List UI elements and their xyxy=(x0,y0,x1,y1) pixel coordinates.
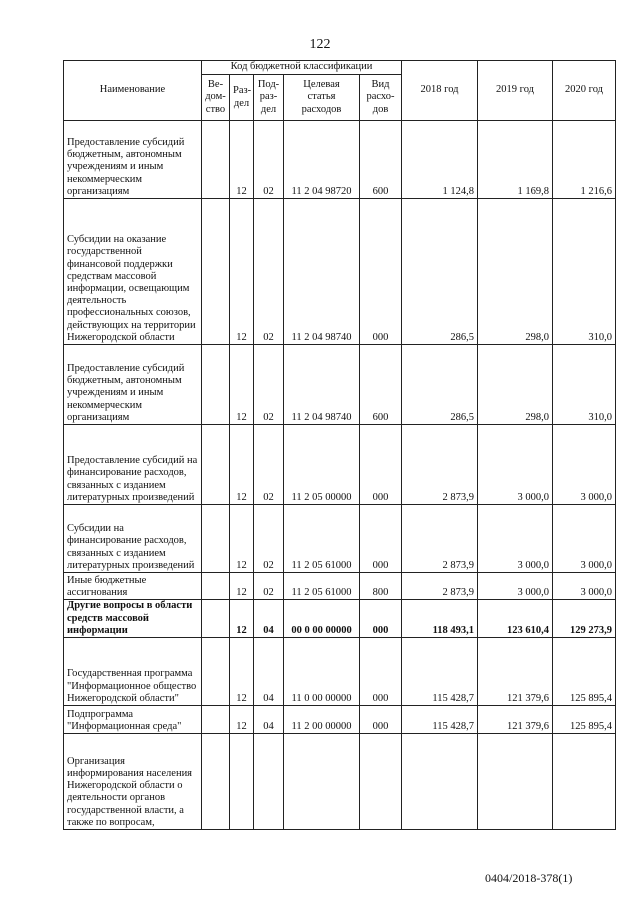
row-section: 12 xyxy=(230,638,254,706)
row-expense-type: 000 xyxy=(360,199,402,345)
row-dept xyxy=(202,199,230,345)
row-dept xyxy=(202,734,230,830)
row-2019: 3 000,0 xyxy=(478,425,553,505)
table-row xyxy=(64,199,616,345)
row-dept xyxy=(202,505,230,573)
row-2018: 115 428,7 xyxy=(402,638,478,706)
row-section: 12 xyxy=(230,121,254,199)
row-target: 11 2 04 98720 xyxy=(284,121,360,199)
row-2018: 2 873,9 xyxy=(402,573,478,600)
budget-table xyxy=(63,60,616,830)
row-2019: 121 379,6 xyxy=(478,638,553,706)
row-section: 12 xyxy=(230,505,254,573)
row-2019: 298,0 xyxy=(478,199,553,345)
row-subsection: 04 xyxy=(254,638,284,706)
row-section: 12 xyxy=(230,600,254,638)
row-name: Другие вопросы в области средств массовой информации xyxy=(64,600,202,638)
table-row xyxy=(64,505,616,573)
row-2019: 121 379,6 xyxy=(478,706,553,734)
row-2019 xyxy=(478,734,553,830)
row-subsection: 04 xyxy=(254,600,284,638)
row-subsection: 02 xyxy=(254,505,284,573)
row-name: Предоставление субсидий на финансирование расходов, связанных с изданием литературных произведений xyxy=(64,425,202,505)
row-subsection: 02 xyxy=(254,121,284,199)
row-subsection: 02 xyxy=(254,425,284,505)
row-dept xyxy=(202,345,230,425)
header-section: Раз- дел xyxy=(230,75,254,121)
row-target: 11 0 00 00000 xyxy=(284,638,360,706)
page-number: 122 xyxy=(309,37,331,52)
row-target: 11 2 05 61000 xyxy=(284,573,360,600)
header-name: Наименование xyxy=(64,61,202,121)
header-2018: 2018 год xyxy=(402,61,478,121)
row-name: Государственная программа "Информационное общество Нижегородской области" xyxy=(64,638,202,706)
header-budget-code-group: Код бюджетной классификации xyxy=(202,61,402,75)
header-2020: 2020 год xyxy=(553,61,616,121)
document-code: 0404/2018-378(1) xyxy=(485,871,573,885)
row-2018: 286,5 xyxy=(402,345,478,425)
row-section: 12 xyxy=(230,573,254,600)
table-row xyxy=(64,734,616,830)
row-target: 11 2 05 61000 xyxy=(284,505,360,573)
table-row xyxy=(64,121,616,199)
row-2018: 1 124,8 xyxy=(402,121,478,199)
row-section: 12 xyxy=(230,425,254,505)
row-dept xyxy=(202,121,230,199)
row-2020: 310,0 xyxy=(553,199,616,345)
header-expense-type: Вид расхо- дов xyxy=(360,75,402,121)
row-target: 11 2 00 00000 xyxy=(284,706,360,734)
row-name: Субсидии на финансирование расходов, связанных с изданием литературных произведений xyxy=(64,505,202,573)
table-row xyxy=(64,706,616,734)
row-name: Подпрограмма "Информационная среда" xyxy=(64,706,202,734)
row-section: 12 xyxy=(230,706,254,734)
row-2018 xyxy=(402,734,478,830)
table-row xyxy=(64,638,616,706)
row-section: 12 xyxy=(230,199,254,345)
row-2020: 129 273,9 xyxy=(553,600,616,638)
row-expense-type: 000 xyxy=(360,638,402,706)
row-dept xyxy=(202,706,230,734)
row-2019: 3 000,0 xyxy=(478,505,553,573)
row-target: 11 2 04 98740 xyxy=(284,199,360,345)
row-target: 11 2 05 00000 xyxy=(284,425,360,505)
header-target: Целевая статья расходов xyxy=(284,75,360,121)
header-subsection: Под- раз- дел xyxy=(254,75,284,121)
row-name: Субсидии на оказание государственной финансовой поддержки средствам массовой информации, освещающим деятельность профессиональных союзов, действующих на территории Нижегородской области xyxy=(64,199,202,345)
row-name: Предоставление субсидий бюджетным, автономным учреждениям и иным некоммерческим организациям xyxy=(64,345,202,425)
row-name: Предоставление субсидий бюджетным, автономным учреждениям и иным некоммерческим организациям xyxy=(64,121,202,199)
row-2018: 286,5 xyxy=(402,199,478,345)
row-subsection xyxy=(254,734,284,830)
row-dept xyxy=(202,573,230,600)
row-2019: 1 169,8 xyxy=(478,121,553,199)
row-expense-type: 000 xyxy=(360,425,402,505)
row-2020: 3 000,0 xyxy=(553,425,616,505)
row-expense-type: 800 xyxy=(360,573,402,600)
row-2018: 2 873,9 xyxy=(402,425,478,505)
row-name: Организация информирования населения Нижегородской области о деятельности органов государственной власти, а также по вопросам, xyxy=(64,734,202,830)
table-row xyxy=(64,573,616,600)
row-name: Иные бюджетные ассигнования xyxy=(64,573,202,600)
row-2019: 298,0 xyxy=(478,345,553,425)
row-2018: 118 493,1 xyxy=(402,600,478,638)
row-2020: 3 000,0 xyxy=(553,573,616,600)
table-row xyxy=(64,425,616,505)
row-dept xyxy=(202,638,230,706)
row-section xyxy=(230,734,254,830)
row-expense-type: 600 xyxy=(360,121,402,199)
row-section: 12 xyxy=(230,345,254,425)
row-2020: 310,0 xyxy=(553,345,616,425)
row-subsection: 04 xyxy=(254,706,284,734)
row-subsection: 02 xyxy=(254,573,284,600)
table-row xyxy=(64,345,616,425)
row-2018: 2 873,9 xyxy=(402,505,478,573)
row-target xyxy=(284,734,360,830)
row-2020: 1 216,6 xyxy=(553,121,616,199)
row-expense-type xyxy=(360,734,402,830)
row-expense-type: 000 xyxy=(360,706,402,734)
row-2019: 123 610,4 xyxy=(478,600,553,638)
header-dept: Ве- дом- ство xyxy=(202,75,230,121)
row-dept xyxy=(202,425,230,505)
row-2020: 3 000,0 xyxy=(553,505,616,573)
row-dept xyxy=(202,600,230,638)
row-2018: 115 428,7 xyxy=(402,706,478,734)
row-2020: 125 895,4 xyxy=(553,706,616,734)
row-2020 xyxy=(553,734,616,830)
row-expense-type: 600 xyxy=(360,345,402,425)
table-row xyxy=(64,600,616,638)
row-expense-type: 000 xyxy=(360,600,402,638)
header-2019: 2019 год xyxy=(478,61,553,121)
row-expense-type: 000 xyxy=(360,505,402,573)
row-subsection: 02 xyxy=(254,345,284,425)
row-target: 11 2 04 98740 xyxy=(284,345,360,425)
row-subsection: 02 xyxy=(254,199,284,345)
row-2019: 3 000,0 xyxy=(478,573,553,600)
row-2020: 125 895,4 xyxy=(553,638,616,706)
row-target: 00 0 00 00000 xyxy=(284,600,360,638)
